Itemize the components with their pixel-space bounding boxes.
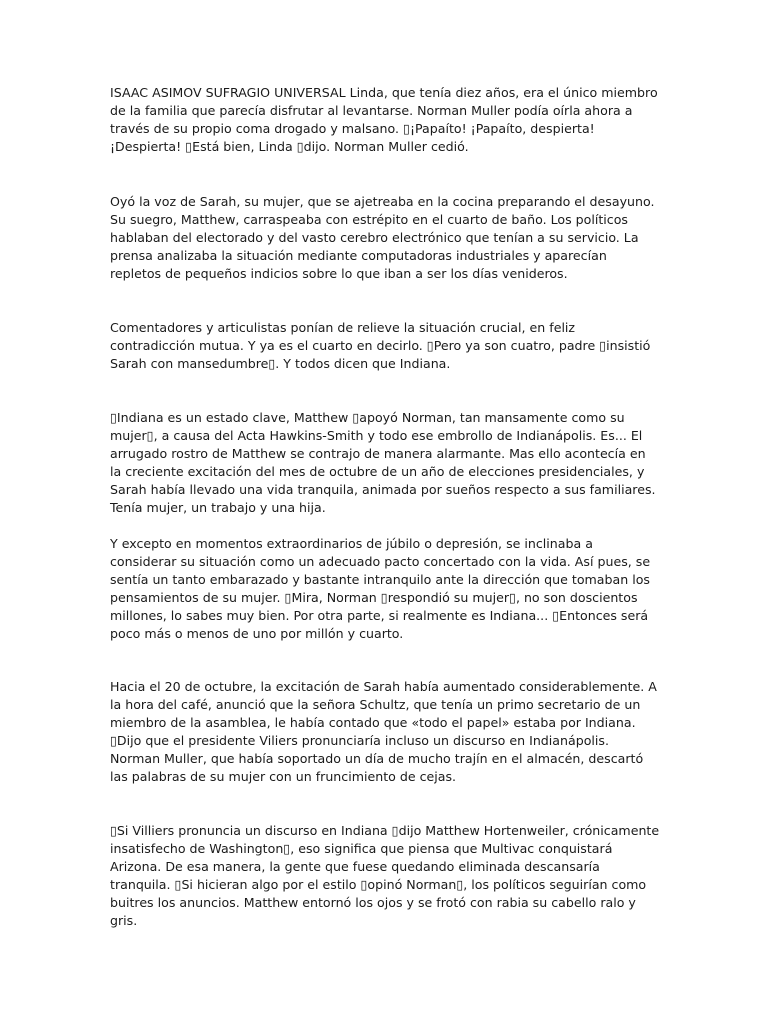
paragraph-3: Comentadores y articulistas ponían de relieve la situación crucial, en feliz contradicción mutua. Y ya es el cuarto en decirlo. ▯Pero ya son cuatro, padre ▯insistió Sarah con mansedumbre▯. Y todos dicen que Indiana. bbox=[110, 320, 651, 371]
paragraph-7: ▯Si Villiers pronuncia un discurso en Indiana ▯dijo Matthew Hortenweiler, crónicamente insatisfecho de Washington▯, eso significa que piensa que Multivac conquistará Arizona. De esa manera, la gente que fuese quedando eliminada descansaría tranquila. ▯Si hicieran algo por el estilo ▯opinó Norman▯, los políticos seguirían como buitres los anuncios. Matthew entornó los ojos y se frotó con rabia su cabello ralo y gris. bbox=[110, 823, 660, 928]
paragraph-5: Y excepto en momentos extraordinarios de júbilo o depresión, se inclinaba a considerar su situación como un adecuado pacto concertado con la vida. Así pues, se sentía un tanto embarazado y bastante intranquilo ante la dirección que tomaban los pensamientos de su mujer. ▯Mira, Norman ▯respondió su mujer▯, no son doscientos millones, lo sabes muy bien. Por otra parte, si realmente es Indiana... ▯Entonces será poco más o menos de uno por millón y cuarto. bbox=[110, 536, 651, 641]
paragraph-2: Oyó la voz de Sarah, su mujer, que se ajetreaba en la cocina preparando el desayuno. Su suegro, Matthew, carraspeaba con estrépito en el cuarto de baño. Los políticos hablaban del electorado y del vasto cerebro electrónico que tenían a su servicio. La prensa analizaba la situación mediante computadoras industriales y aparecían repletos de pequeños indicios sobre lo que iban a ser los días venideros. bbox=[110, 194, 655, 281]
paragraph-1: ISAAC ASIMOV SUFRAGIO UNIVERSAL Linda, que tenía diez años, era el único miembro de la familia que parecía disfrutar al levantarse. Norman Muller podía oírla ahora a través de su propio coma drogado y malsano. ▯¡Papaíto! ¡Papaíto, despierta! ¡Despierta! ▯Está bien, Linda ▯dijo. Norman Muller cedió. bbox=[110, 85, 658, 154]
paragraph-6: Hacia el 20 de octubre, la excitación de Sarah había aumentado considerablemente. A la hora del café, anunció que la señora Schultz, que tenía un primo secretario de un miembro de la asamblea, le había contado que «todo el papel» estaba por Indiana. ▯Dijo que el presidente Viliers pronunciaría incluso un discurso en Indianápolis. Norman Muller, que había soportado un día de mucho trajín en el almacén, descartó las palabras de su mujer con un fruncimiento de cejas. bbox=[110, 679, 657, 784]
paragraph-4: ▯Indiana es un estado clave, Matthew ▯apoyó Norman, tan mansamente como su mujer▯, a causa del Acta Hawkins-Smith y todo ese embrollo de Indianápolis. Es... El arrugado rostro de Matthew se contrajo de manera alarmante. Mas ello acontecía en la creciente excitación del mes de octubre de un año de elecciones presidenciales, y Sarah había llevado una vida tranquila, animada por sueños respecto a sus familiares. Tenía mujer, un trabajo y una hija. bbox=[110, 410, 656, 515]
